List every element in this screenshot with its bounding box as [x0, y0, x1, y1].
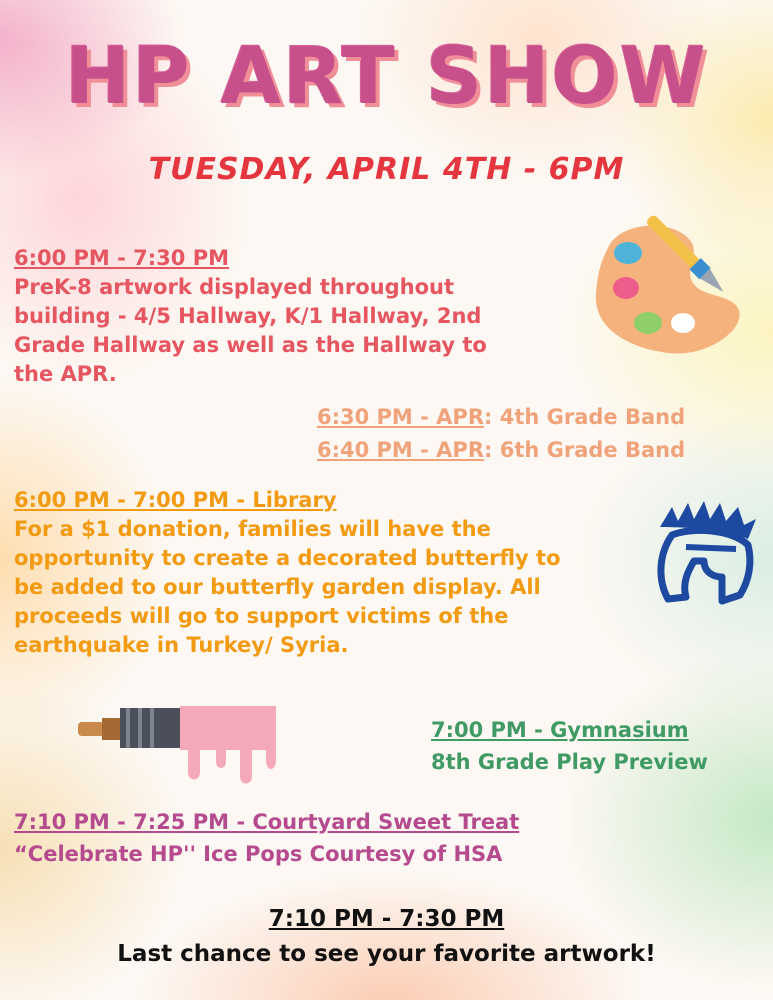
paint-palette-icon [588, 208, 758, 358]
section5-desc: Last chance to see your favorite artwork! [117, 941, 656, 967]
section2-line: For a $1 donation, families will have the [14, 517, 491, 541]
event-date: TUESDAY, APRIL 4TH - 6PM [148, 152, 625, 187]
section3-time: 7:00 PM - Gymnasium [431, 718, 689, 742]
band2-time: 6:40 PM - APR [317, 438, 484, 462]
section2-line: be added to our butterfly garden display. All [14, 575, 541, 599]
spartan-helmet-icon [652, 497, 762, 607]
section1-time: 6:00 PM - 7:30 PM [14, 246, 230, 270]
section4-desc: “Celebrate HP'' Ice Pops Courtesy of HSA [14, 842, 503, 866]
section1-line: the APR. [14, 362, 117, 386]
section4-time: 7:10 PM - 7:25 PM - Courtyard Sweet Treat [14, 810, 520, 834]
section2-line: opportunity to create a decorated butterfly to [14, 546, 561, 570]
section1-line: building - 4/5 Hallway, K/1 Hallway, 2nd [14, 304, 482, 328]
section1-line: PreK-8 artwork displayed throughout [14, 275, 454, 299]
paintbrush-icon [76, 700, 286, 785]
section2-time: 6:00 PM - 7:00 PM - Library [14, 488, 337, 512]
section5-time: 7:10 PM - 7:30 PM [268, 906, 505, 932]
page-title: HP ART SHOW [65, 32, 708, 122]
band1-time: 6:30 PM - APR [317, 405, 484, 429]
band1-label: : 4th Grade Band [484, 405, 686, 429]
section2-line: proceeds will go to support victims of the [14, 604, 509, 628]
section3-desc: 8th Grade Play Preview [431, 750, 708, 774]
band2-label: : 6th Grade Band [484, 438, 686, 462]
section2-line: earthquake in Turkey/ Syria. [14, 633, 349, 657]
section1-line: Grade Hallway as well as the Hallway to [14, 333, 487, 357]
